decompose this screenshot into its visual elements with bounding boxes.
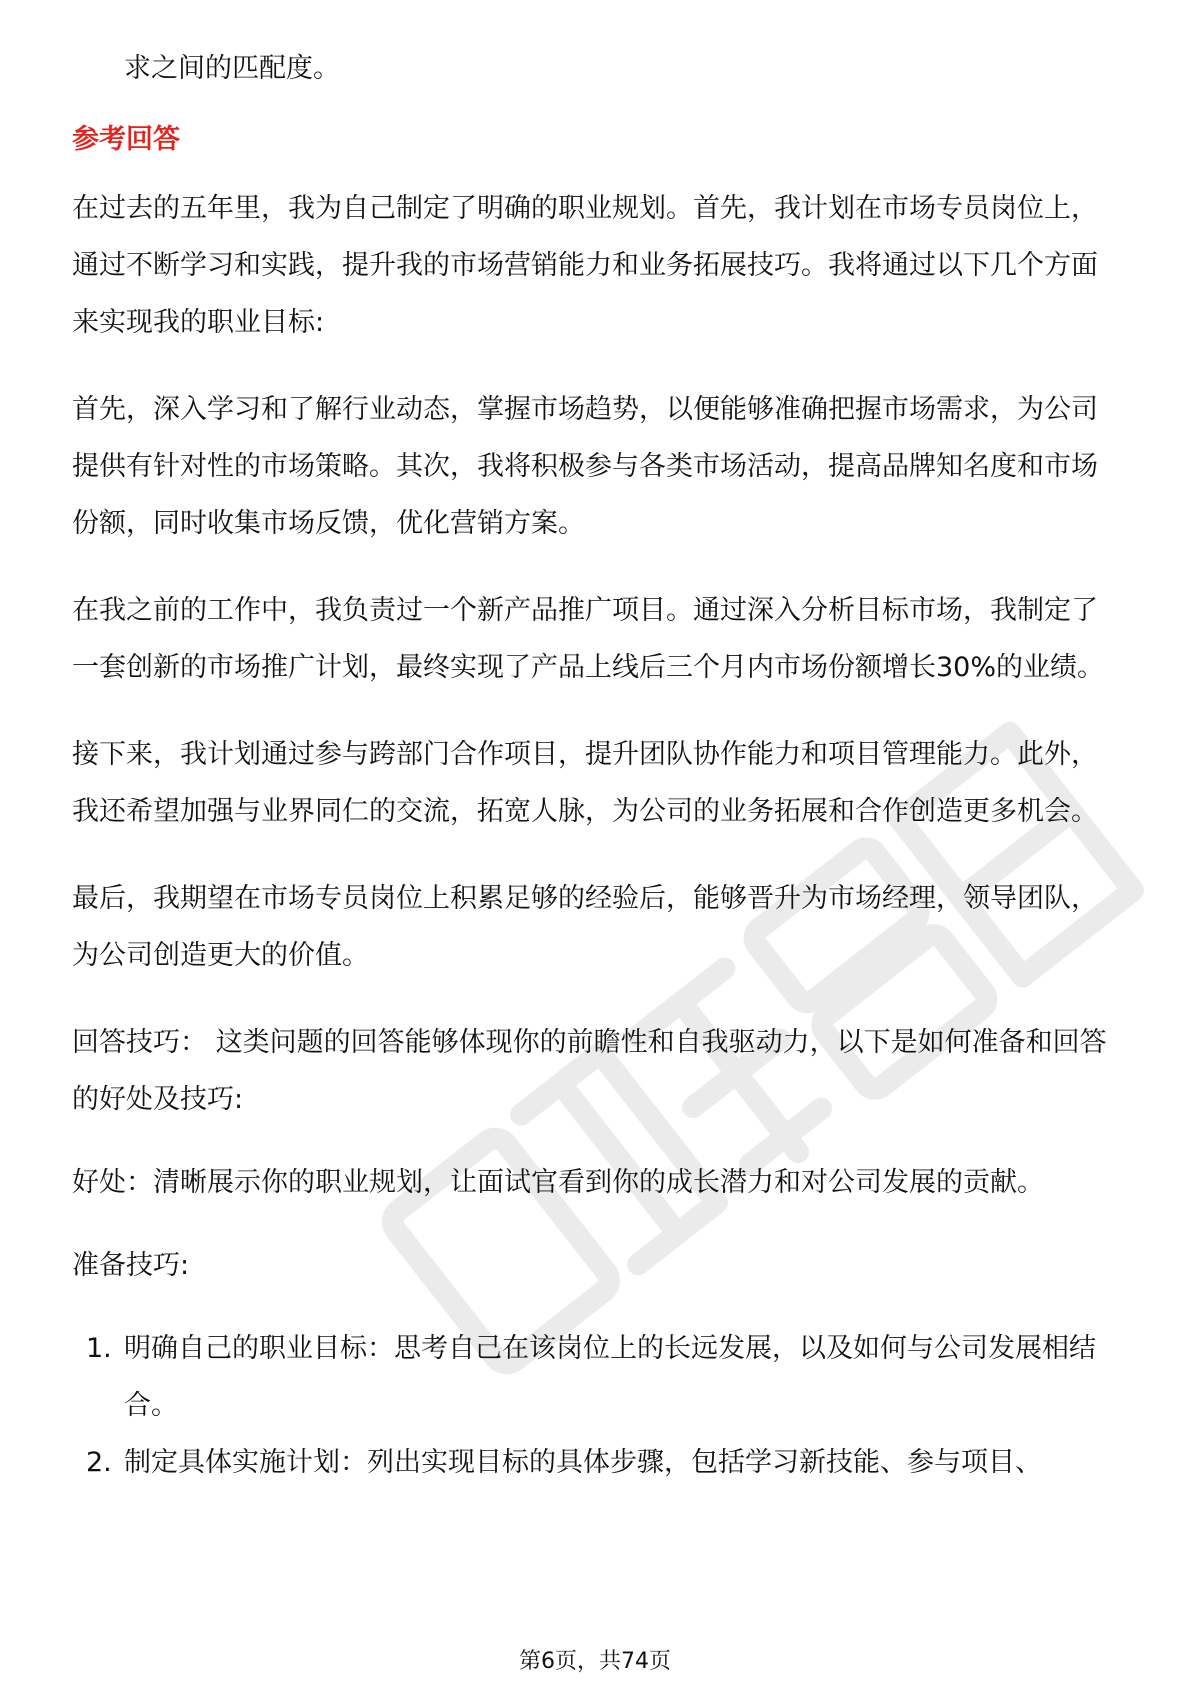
paragraph-past-experience: 在我之前的工作中，我负责过一个新产品推广项目。通过深入分析目标市场，我制定了一套创新的市场推广计划，最终实现了产品上线后三个月内市场份额增长30%的业绩。 xyxy=(72,595,1105,683)
paragraph-benefits: 好处：清晰展示你的职业规划，让面试官看到你的成长潜力和对公司发展的贡献。 xyxy=(72,1167,1044,1198)
paragraph-next-step: 接下来，我计划通过参与跨部门合作项目，提升团队协作能力和项目管理能力。此外，我还希望加强与业界同仁的交流，拓宽人脉，为公司的业务拓展和合作创造更多机会。 xyxy=(72,739,1098,827)
paragraph-prep-tips: 准备技巧: xyxy=(72,1250,190,1281)
paragraph-first-step: 首先，深入学习和了解行业动态，掌握市场趋势，以便能够准确把握市场需求，为公司提供有针对性的市场策略。其次，我将积极参与各类市场活动，提高品牌知名度和市场份额，同时收集市场反馈，优化营销方案。 xyxy=(72,394,1098,539)
list-item-number: 2. xyxy=(86,1447,112,1478)
page-footer: 第6页，共74页 xyxy=(519,1649,671,1674)
prep-tips-list xyxy=(72,1320,1122,1491)
paragraph-answer-tips: 回答技巧： 这类问题的回答能够体现你的前瞻性和自我驱动力，以下是如何准备和回答的好处及技巧: xyxy=(72,1027,1107,1115)
list-item-text: 制定具体实施计划：列出实现目标的具体步骤，包括学习新技能、参与项目、 xyxy=(124,1447,1042,1478)
continuation-text: 求之间的匹配度。 xyxy=(124,53,340,84)
list-item xyxy=(72,1434,1122,1491)
list-item xyxy=(72,1320,1122,1434)
paragraph-final-goal: 最后，我期望在市场专员岗位上积累足够的经验后，能够晋升为市场经理，领导团队，为公司创造更大的价值。 xyxy=(72,883,1098,971)
list-item-number: 1. xyxy=(86,1333,112,1364)
document-body xyxy=(72,40,1122,1491)
list-item-text: 明确自己的职业目标：思考自己在该岗位上的长远发展，以及如何与公司发展相结合。 xyxy=(124,1333,1096,1421)
reference-answer-heading: 参考回答 xyxy=(72,124,180,155)
paragraph-career-plan: 在过去的五年里，我为自己制定了明确的职业规划。首先，我计划在市场专员岗位上，通过不断学习和实践，提升我的市场营销能力和业务拓展技巧。我将通过以下几个方面来实现我的职业目标: xyxy=(72,193,1098,338)
